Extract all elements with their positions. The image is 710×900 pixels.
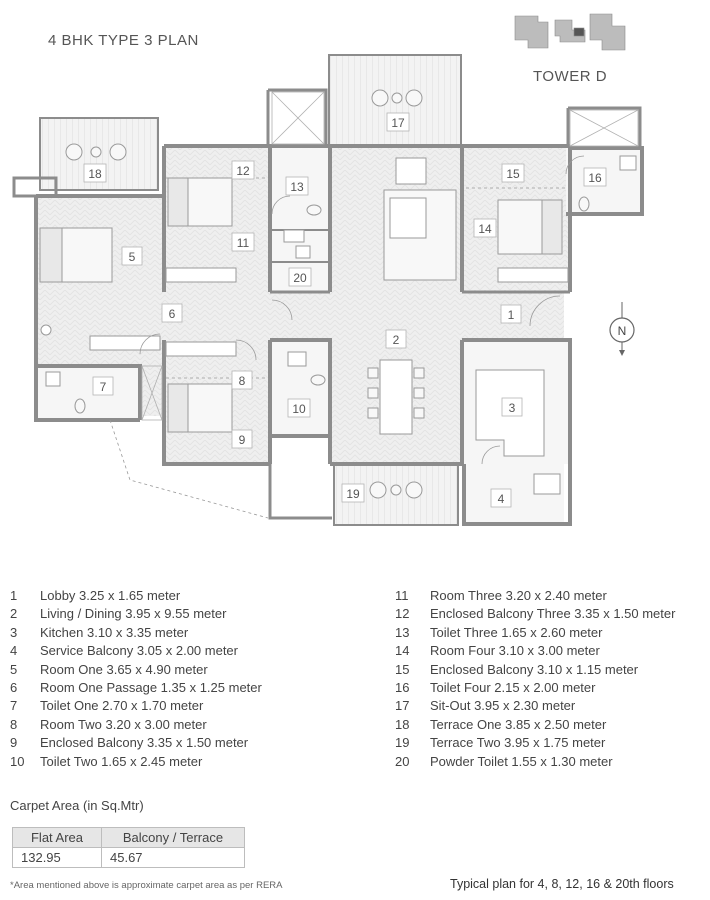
legend-item: 13 Toilet Three 1.65 x 2.60 meter [395, 624, 603, 640]
svg-text:8: 8 [238, 374, 246, 388]
legend-item: 7 Toilet One 2.70 x 1.70 meter [10, 698, 204, 714]
table-row [13, 848, 245, 868]
legend-item: 20 Powder Toilet 1.55 x 1.30 meter [395, 753, 613, 769]
legend-item: 14 Room Four 3.10 x 3.00 meter [395, 643, 600, 659]
typical-plan-note: Typical plan for 4, 8, 12, 16 & 20th floors [450, 877, 674, 891]
room-legend-right [395, 587, 675, 771]
svg-text:6: 6 [168, 307, 176, 321]
svg-text:18: 18 [88, 167, 102, 181]
svg-text:2: 2 [392, 333, 400, 347]
svg-text:15: 15 [506, 167, 520, 181]
balcony-terrace-value: 45.67 [102, 848, 245, 868]
svg-text:20: 20 [293, 271, 307, 285]
svg-text:12: 12 [236, 164, 250, 178]
svg-text:1: 1 [507, 308, 515, 322]
legend-item: 2 Living / Dining 3.95 x 9.55 meter [10, 606, 227, 622]
legend-item: 12 Enclosed Balcony Three 3.35 x 1.50 meter [395, 606, 676, 622]
svg-text:5: 5 [128, 250, 136, 264]
rera-footnote: *Area mentioned above is approximate carpet area as per RERA [10, 880, 283, 891]
svg-text:7: 7 [99, 380, 107, 394]
svg-text:N: N [617, 324, 627, 338]
svg-text:11: 11 [236, 236, 250, 250]
legend-item: 4 Service Balcony 3.05 x 2.00 meter [10, 643, 238, 659]
tower-key-plan [515, 14, 625, 50]
svg-text:13: 13 [290, 180, 304, 194]
legend-item: 3 Kitchen 3.10 x 3.35 meter [10, 624, 189, 640]
legend-item: 17 Sit-Out 3.95 x 2.30 meter [395, 698, 576, 714]
svg-text:14: 14 [478, 222, 492, 236]
header-flat-area: Flat Area [13, 828, 102, 848]
svg-text:16: 16 [588, 171, 602, 185]
header-balcony-terrace: Balcony / Terrace [102, 828, 245, 848]
room-legend-left [10, 587, 262, 771]
legend-item: 6 Room One Passage 1.35 x 1.25 meter [10, 679, 262, 695]
table-header-row [13, 828, 245, 848]
svg-text:3: 3 [508, 401, 516, 415]
svg-text:17: 17 [391, 116, 405, 130]
legend-item: 1 Lobby 3.25 x 1.65 meter [10, 588, 181, 603]
legend-item: 19 Terrace Two 3.95 x 1.75 meter [395, 735, 606, 751]
carpet-area-title: Carpet Area (in Sq.Mtr) [10, 798, 144, 813]
tower-label: TOWER D [533, 68, 608, 85]
flat-area-value: 132.95 [13, 848, 102, 868]
legend-item: 16 Toilet Four 2.15 x 2.00 meter [395, 679, 596, 695]
plan-title: 4 BHK TYPE 3 PLAN [48, 32, 199, 49]
svg-text:10: 10 [292, 402, 306, 416]
legend-item: 8 Room Two 3.20 x 3.00 meter [10, 716, 207, 732]
legend-item: 5 Room One 3.65 x 4.90 meter [10, 661, 208, 677]
legend-item: 15 Enclosed Balcony 3.10 x 1.15 meter [395, 661, 639, 677]
legend-item: 18 Terrace One 3.85 x 2.50 meter [395, 716, 607, 732]
svg-text:4: 4 [497, 492, 505, 506]
svg-text:19: 19 [346, 487, 360, 501]
legend-item: 9 Enclosed Balcony 3.35 x 1.50 meter [10, 735, 249, 751]
legend-item: 10 Toilet Two 1.65 x 2.45 meter [10, 753, 203, 769]
svg-text:9: 9 [238, 433, 246, 447]
carpet-area-table [12, 827, 245, 868]
legend-item: 11 Room Three 3.20 x 2.40 meter [395, 588, 607, 603]
north-compass [610, 302, 634, 356]
